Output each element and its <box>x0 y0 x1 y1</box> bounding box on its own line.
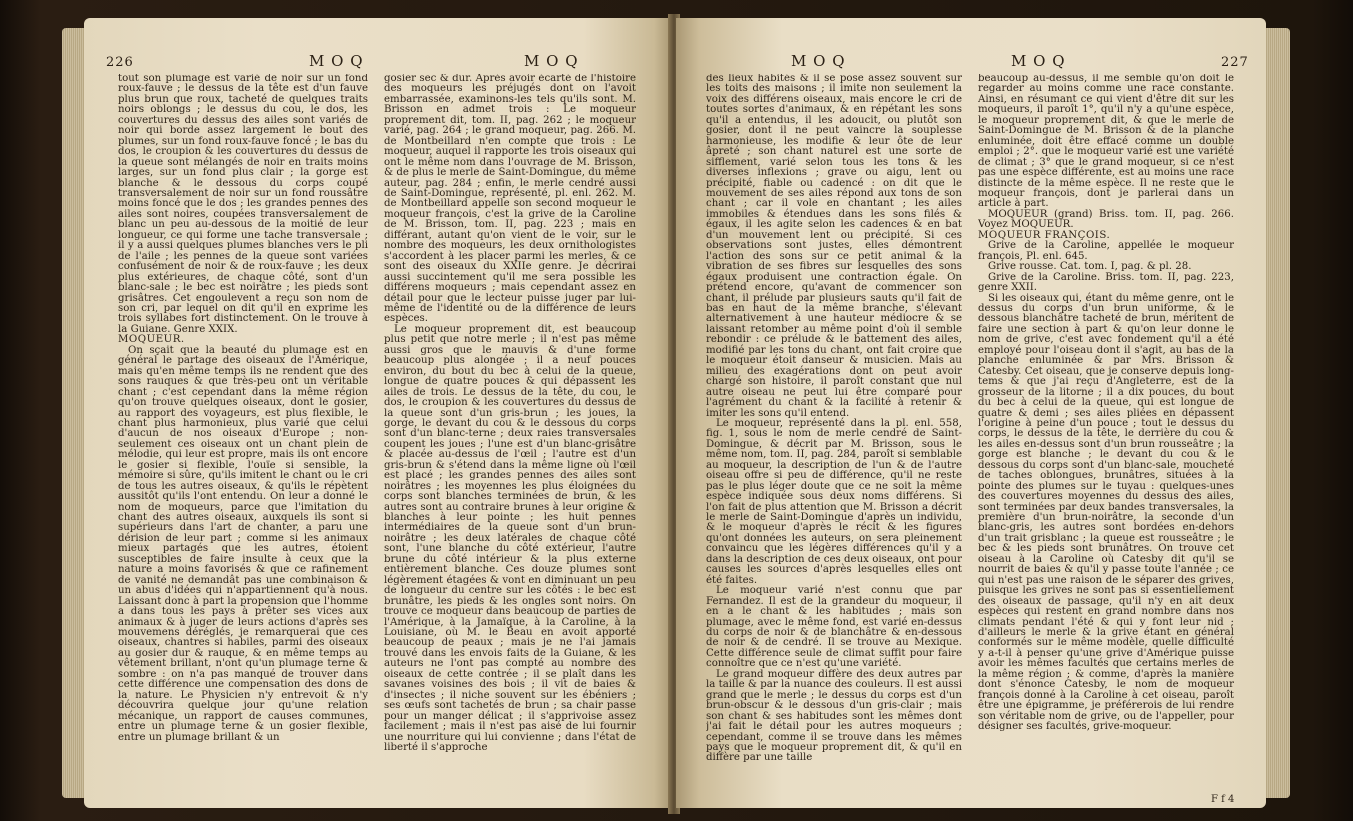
section-heading: MOQUEUR FRANÇOIS. <box>978 229 1111 241</box>
paragraph: beaucoup au-dessus, il me semble qu'on doit le regarder au moins comme une race constante. Ainsi, en résumant ce qui vient d'être dit sur les moqueurs, il paroît 1°, qu'il n'y a qu'une espèce, le moqueur proprement dit, & que le merle de Saint-Domingue de M. Brisson & de la planche enluminée, doit être effacé comme un double emploi ; 2°. que le moqueur varié est une variété de climat ; 3° que le grand moqueur, si ce n'est pas une espèce différente, est au moins une race distincte de la même espèce. Il ne reste que le moqueur françois, dont je parlerai dans un article à part. <box>978 74 1234 210</box>
right-running-head-1: M O Q <box>791 52 846 70</box>
paragraph: Le moqueur proprement dit, est beaucoup plus petit que notre merle ; il n'est pas même aussi gros que le mauvis & d'une forme beaucoup plus alongée ; il a neuf pouces environ, du bout du bec à celui de la queue, longue de quatre pouces & qui dépassent les ailes de trois. Le dessus de la tête, du cou, le dos, le croupion & les couvertures du dessus de la queue sont d'un gris-brun ; les joues, la gorge, le devant du cou & le dessous du corps sont d'un blanc-terne ; deux raies transversales coupent les joues ; l'une est d'un blanc-grisâtre & placée au-dessus de l'œil ; l'autre est d'un gris-brun & s'étend dans la même ligne où l'œil est placé ; les grandes pennes des ailes sont noirâtres ; les moyennes les plus éloignées du corps sont blanches terminées de brun, & les autres sont au contraire brunes à leur origine & blanches à leur pointe ; les huit pennes intermédiaires de la queue sont d'un brun-noirâtre ; les deux latérales de chaque côté sont, l'une blanche du côté extérieur, l'autre brune du côté intérieur & la plus externe entièrement blanche. Ces douze plumes sont légèrement étagées & vont en diminuant un peu de longueur du centre sur les côtés : le bec est brunâtre, les pieds & les ongles sont noirs. On trouve ce moqueur dans beaucoup de parties de l'Amérique, à la Jamaïque, à la Caroline, à la Louisiane, où M. le Beau en avoit apporté beaucoup de peaux ; mais je ne l'ai jamais trouvé dans les envois faits de la Guiane, & les auteurs ne l'ont pas compté au nombre des oiseaux de cette contrée ; il se plaît dans les savanes voisines des bois ; il vit de baies & d'insectes ; il niche souvent sur les ébéniers ; ses œufs sont tachetés de brun ; sa chair passe pour un manger délicat ; il s'apprivoise assez facilement ; mais il n'est pas aisé de lui fournir une nourriture qui lui convienne ; dans l'état de liberté il s'approche <box>384 323 636 753</box>
paragraph: gosier sec & dur. Après avoir écarté de l'histoire des moqueurs les préjugés dont on l'avoit embarrassée, examinons-les tels qu'ils sont. M. Brisson en admet trois : Le moqueur proprement dit, tom. II, pag. 262 ; le moqueur varié, pag. 264 ; le grand moqueur, pag. 266. M. de Montbeillard n'en compte que trois : Le moqueur, auquel il rapporte les trois oiseaux qui ont le même nom dans l'ouvrage de M. Brisson, & de plus le merle de Saint-Domingue, du même auteur, pag. 284 ; enfin, le merle cendré aussi de Saint-Domingue, représenté, pl. enl. 262. M. de Montbeillard appelle son second moqueur le moqueur françois, c'est la grive de la Caroline de M. Brisson, tom. II, pag. 223 ; mais en différant, autant qu'on vient de le voir, sur le nombre des moqueurs, les deux ornithologistes s'accordent à les placer parmi les merles, & ce sont des oiseaux du XXIIe genre. Je décrirai aussi succintement qu'il me sera possible les différens moqueurs ; mais cependant assez en détail pour que le lecteur puisse juger par lui-même de l'identité ou de la différence de leurs espèces. <box>384 74 636 325</box>
synonym-line: Grive de la Caroline, appellée le moqueur françois, Pl. enl. 645. <box>978 240 1234 262</box>
right-page <box>676 18 1266 808</box>
page-edges-left <box>62 28 86 798</box>
entry-heading: MOQUEUR (grand) Briss. tom. II, pag. 266. Voyez MOQUEUR. <box>978 208 1234 231</box>
synonym-line: Grive rousse. Cat. tom. I, pag. & pl. 28. <box>988 261 1192 273</box>
paragraph: tout son plumage est varié de noir sur un fond roux-fauve ; le dessus de la tête est d'un fauve plus brun que roux, tacheté de quelques traits noirs oblongs ; le dessus du cou, le dos, les couvertures du dessus des ailes sont variés de noir qui borde assez largement le bout des plumes, sur un fond roux-fauve foncé ; le bas du dos, le croupion & les couvertures du dessus de la queue sont mélangés de noir en traits moins larges, sur un fond plus clair ; la gorge est blanche & le dessous du corps coupé transversalement de noir sur un fond roussâtre moins foncé que le dos ; les grandes pennes des ailes sont noires, coupées transversalement de blanc un peu au-dessous de la moitié de leur longueur, ce qui forme une tache transversale ; il y a aussi quelques plumes blanches vers le pli de l'aile ; les pennes de la queue sont variées confusément de noir & de roux-fauve ; les deux plus extérieures, de chaque côté, sont d'un blanc-sale ; le bec est noirâtre ; les pieds sont grisâtres. Cet engoulevent a reçu son nom de son cri, par lequel on dit qu'il en exprime les trois syllabes fort distinctement. On le trouve à la Guiane. Genre XXIX. <box>118 74 368 335</box>
left-running-head-1: M O Q <box>309 52 364 70</box>
right-running-head-2: M O Q <box>1011 52 1066 70</box>
synonym-line: Grive de la Caroline. Briss. tom. II, pag. 223, genre XXII. <box>978 271 1234 294</box>
left-running-head-2: M O Q <box>524 52 579 70</box>
left-column-2 <box>384 74 636 808</box>
left-page-number: 226 <box>106 55 134 70</box>
section-heading: MOQUEUR. <box>118 334 185 346</box>
left-page <box>84 18 672 808</box>
paragraph: Le moqueur, représenté dans la pl. enl. 558, fig. 1, sous le nom de merle cendré de Saint-Domingue, & décrit par M. Brisson, sous le même nom, tom. II, pag. 284, paroît si semblable au moqueur, la description de l'un & de l'autre oiseau offre si peu de différence, qu'il ne reste pas le plus léger doute que ce ne soit la même espèce indiquée sous deux noms différens. Si l'on fait de plus attention que M. Brisson a décrit le merle de Saint-Domingue d'après un individu, & le moqueur d'après le récit & les figures qu'ont données les auteurs, on sera pleinement convaincu que les légères différences qu'il y a dans la description de ces deux oiseaux, ont pour causes les sources d'après lesquelles elles ont été faites. <box>706 417 962 586</box>
page-edges-right <box>1264 28 1290 798</box>
signature-mark: F f 4 <box>1211 794 1235 805</box>
right-page-number: 227 <box>1221 55 1249 70</box>
paragraph: Si les oiseaux qui, étant du même genre, ont le dessus du corps d'un brun uniforme, & le dessous blanchâtre tacheté de brun, méritent de faire une section à part & qu'on leur donne le nom de grive, c'est avec fondement qu'il a été employé pour l'oiseau dont il s'agit, au bas de la planche enluminée & par Mrs. Brisson & Catesby. Cet oiseau, que je conserve depuis long-tems & que j'ai reçu d'Angleterre, est de la grosseur de la litorne ; il a dix pouces, du bout du bec à celui de la queue, qui est longue de quatre & demi ; ses ailes pliées en dépassent l'origine à peine d'un pouce ; tout le dessus du corps, le dessus de la tête, le derrière du cou & les ailes en-dessus sont d'un brun rousseâtre ; la gorge est blanche ; le devant du cou & le dessous du corps sont d'un blanc-sale, moucheté de taches oblongues, brunâtres, situées à la pointe des plumes sur le tuyau : quelques-unes des couvertures moyennes du dessus des ailes, sont terminées par deux bandes transversales, la première d'un brun-noirâtre, la seconde d'un blanc-gris, les autres sont bordées en-dehors d'un trait grisblanc ; la queue est rousseâtre ; le bec & les pieds sont brunâtres. On trouve cet oiseau à la Caroline où Catesby dit qu'il se nourrit de baies & qu'il y passe toute l'année ; ce qui n'est pas une raison de le séparer des grives, puisque les grives ne sont pas si essentiellement des oiseaux de passage, qu'il n'y en ait deux espèces qui restent en grand nombre dans nos climats pendant l'été & qui y font leur nid ; d'ailleurs le merle & la grive étant en général conformés sur le même modèle, quelle difficulté y a-t-il à penser qu'une grive d'Amérique puisse avoir les mêmes facultés que certains merles de la même région ; & comme, d'après la manière dont s'énonce Catesby, le nom de moqueur françois donné à la Caroline à cet oiseau, paroît être une épigramme, je préférerois de lui rendre son véritable nom de grive, ou de l'appeller, pour désigner ses facultés, grive-moqueur. <box>978 292 1234 733</box>
right-column-1 <box>706 74 962 808</box>
paragraph: On sçait que la beauté du plumage est en général le partage des oiseaux de l'Amérique, mais qu'en même temps ils ne rendent que des sons rauques & que très-peu ont un véritable chant ; c'est cependant dans la même région qu'on trouve quelques oiseaux, dont le gosier, au rapport des voyageurs, est plus flexible, le chant plus harmonieux, plus varié que celui d'aucun de nos oiseaux d'Europe ; non-seulement ces oiseaux ont un chant plein de mélodie, qui leur est propre, mais ils ont encore le gosier si flexible, l'ouïe si sensible, la mémoire si sûre, qu'ils imitent le chant ou le cri de tous les autres oiseaux, & qu'ils le répètent aussitôt qu'ils l'ont entendu. On leur a donné le nom de moqueurs, parce que l'imitation du chant des autres oiseaux, auxquels ils sont si supérieurs dans l'art de chanter, a paru une dérision de leur part ; comme si les animaux mieux partagés que les autres, étoient susceptibles de faire insulte à ceux que la nature a moins favorisés & que ce rafinement de vanité ne demandât pas une combinaison & un abus d'idées qui n'appartiennent qu'à nous. Laissant donc à part la propension que l'homme a dans tous les pays à prêter ses vices aux animaux & à juger de leurs actions d'après ses mouvemens déréglés, je remarquerai que ces oiseaux, chantres si habiles, parmi des oiseaux au gosier dur & rauque, & en même temps au vêtement brillant, n'ont qu'un plumage terne & sombre : on n'a pas manqué de trouver dans cette différence une compensation des dons de la nature. Le Physicien n'y entrevoit & n'y découvrira quelque jour qu'une relation mécanique, un rapport de causes communes, entre un plumage terne & un gosier flexible, entre un plumage brillant & un <box>118 344 368 743</box>
paragraph: des lieux habités & il se pose assez souvent sur les toits des maisons ; il imite non seulement la voix des différens oiseaux, mais encore le cri de toutes sortes d'animaux, & en répétant les sons qu'il a entendus, il les adoucit, ou plutôt son gosier, dont il ne peut vaincre la souplesse harmonieuse, les modifie & leur ôte de leur âpreté ; son chant naturel est une sorte de sifflement, varié selon tous les tons & les diverses inflexions ; grave ou aigu, lent ou précipité, fiable ou cadencé : on dit que le mouvement de ses ailes répond aux tons de son chant ; car il vole en chantant ; les ailes immobiles & étendues dans les sons filés & égaux, il les agite selon les cadences & en bat d'un mouvement lent ou précipité. Si ces observations sont justes, elles démontrent l'action des sons sur ce petit animal & la vibration de ses fibres sur lesquelles des sons égaux produisent une contraction égale. On prétend encore, qu'avant de commencer son chant, il prélude par plusieurs sauts qu'il fait de bas en haut de la même branche, s'élevant alternativement à une hauteur médiocre & se laissant retomber au même point d'où il semble rebondir : ce prélude & le battement des ailes, modifié par les tons du chant, ont fait croire que le moqueur étoit danseur & musicien. Mais au milieu des exagérations dont on peut avoir chargé son histoire, il paroît constant que nul autre oiseau ne peut lui être comparé pour l'agrément du chant & la facilité à retenir & imiter les sons qu'il entend. <box>706 74 962 419</box>
left-column-1 <box>118 74 368 808</box>
paragraph: Le moqueur varié n'est connu que par Fernandez. Il est de la grandeur du moqueur, il en a le chant & les habitudes ; mais son plumage, avec le même fond, est varié en-dessus du corps de noir & de blanchâtre & en-dessous de noir & de cendré. Il se trouve au Mexique. Cette différence seule de climat suffit pour faire connoître que ce n'est qu'une variété. <box>706 585 962 670</box>
paragraph: Le grand moqueur diffère des deux autres par la taille & par la nuance des couleurs. Il est aussi grand que le merle ; le dessus du corps est d'un brun-obscur & le dessous d'un gris-clair ; mais son chant & ses habitudes sont les mêmes dont j'ai fait le détail pour les autres moqueurs ; cependant, comme il se trouve dans les mêmes pays que le moqueur proprement dit, & qu'il en diffère par une taille <box>706 668 962 764</box>
right-column-2 <box>978 74 1234 792</box>
